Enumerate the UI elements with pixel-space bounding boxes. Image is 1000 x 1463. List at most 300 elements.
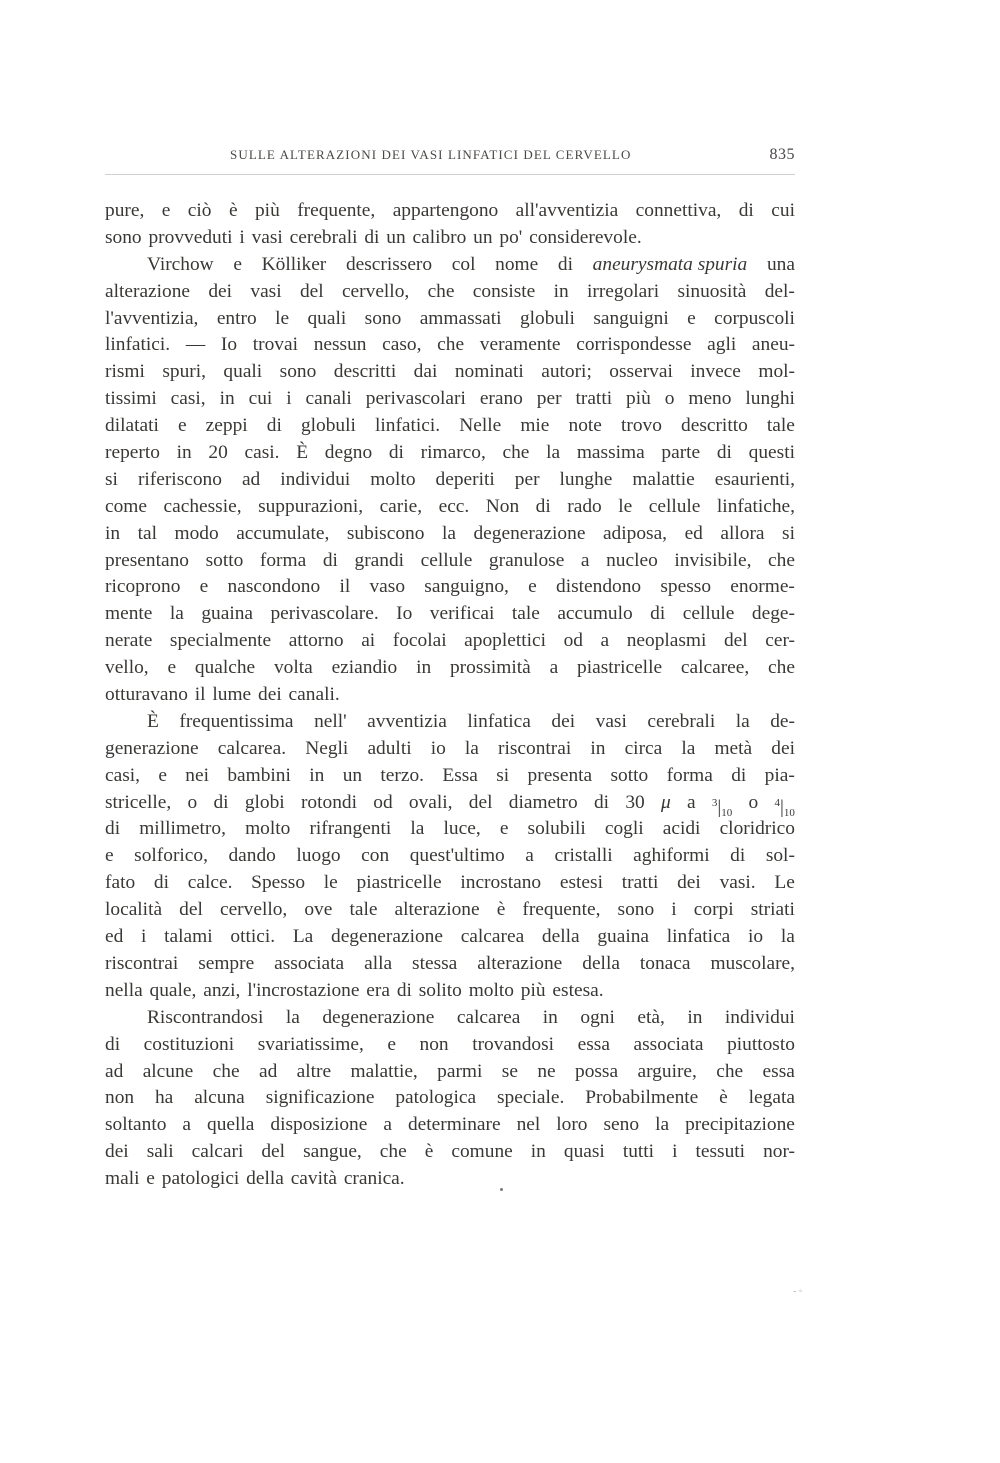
word: di xyxy=(105,1033,121,1055)
word: aneu- xyxy=(751,334,795,356)
mu-symbol: μ xyxy=(660,791,671,813)
word: reperto xyxy=(105,442,160,464)
text-line xyxy=(105,548,795,575)
word: più xyxy=(254,200,280,221)
text-line xyxy=(105,306,795,333)
word: sali xyxy=(146,1141,174,1163)
word: la xyxy=(655,1114,670,1136)
word: dilatati xyxy=(105,415,159,437)
word: del- xyxy=(764,280,795,302)
word: alterazione xyxy=(105,280,191,302)
word: ove xyxy=(304,899,333,921)
word: sinuosità xyxy=(677,280,747,302)
word: spesso xyxy=(660,576,712,598)
word: vasi xyxy=(595,710,627,732)
word: la xyxy=(464,737,479,759)
text-segment: a xyxy=(686,791,696,813)
word: un xyxy=(342,764,363,786)
text-line xyxy=(105,601,795,628)
word: piuttosto xyxy=(727,1033,795,1055)
word: tale xyxy=(766,415,795,437)
running-title: SULLE ALTERAZIONI DEI VASI LINFATICI DEL CERVELLO xyxy=(230,147,632,162)
word: l'avventizia, xyxy=(105,307,199,329)
word: 20 xyxy=(208,442,228,464)
word: del xyxy=(261,1141,286,1163)
word: tratti xyxy=(575,388,613,410)
word: ricoprono xyxy=(105,576,181,598)
word: di xyxy=(593,791,610,813)
word: individui xyxy=(724,1006,795,1028)
word: di xyxy=(213,791,229,813)
text-line xyxy=(105,574,795,601)
text-line xyxy=(105,1085,795,1112)
word: diametro xyxy=(508,791,578,813)
word: invisibile, xyxy=(674,549,752,571)
word: la xyxy=(681,737,696,759)
word: mie xyxy=(520,415,550,437)
word: calcari xyxy=(191,1141,244,1163)
word: del xyxy=(723,630,748,652)
word: veramente xyxy=(479,334,561,356)
word: Io xyxy=(220,334,238,356)
word: de- xyxy=(770,710,795,732)
word: trovo xyxy=(620,415,662,437)
word: od xyxy=(373,791,393,813)
word: di xyxy=(738,200,754,221)
word: acidi xyxy=(662,818,701,840)
word: malattie xyxy=(632,468,695,490)
word: e xyxy=(387,1033,396,1055)
fraction-three-tenths: $^3|_{10}$ xyxy=(711,796,733,819)
word: in xyxy=(553,280,569,302)
word: e xyxy=(161,200,171,221)
text-line xyxy=(105,655,795,682)
word: modo xyxy=(174,522,219,544)
word: ecc. xyxy=(438,495,470,517)
word: connettiva, xyxy=(635,200,722,221)
word: Kölliker xyxy=(261,253,327,275)
word: focolai xyxy=(392,630,447,652)
word: rismi xyxy=(105,361,145,383)
word: casi, xyxy=(105,764,140,786)
word: non xyxy=(419,1033,449,1055)
word: possa xyxy=(575,1060,619,1082)
word: in xyxy=(105,522,121,544)
word: il xyxy=(339,576,351,598)
word: essa xyxy=(577,1033,610,1055)
word: enorme- xyxy=(730,576,795,598)
word: si xyxy=(496,764,510,786)
word: ai xyxy=(361,630,376,652)
word: verificai xyxy=(429,603,495,625)
word: sangue, xyxy=(303,1141,362,1163)
word: guaina xyxy=(201,603,254,625)
word: ad xyxy=(241,468,261,490)
word: suppurazioni, xyxy=(258,495,364,517)
word: rotondi xyxy=(300,791,357,813)
word: nei xyxy=(185,764,209,786)
word: lunghi xyxy=(745,388,795,410)
word: vaso xyxy=(369,576,406,598)
word: cristalli xyxy=(554,845,613,867)
word: disposizione xyxy=(270,1114,368,1136)
word: calcarea xyxy=(460,926,525,948)
text-line xyxy=(105,440,795,467)
word: calcarea xyxy=(456,1006,521,1028)
word: linfatiche, xyxy=(716,495,795,517)
word: spuri, xyxy=(162,361,206,383)
header-rule xyxy=(105,174,795,175)
word: dei xyxy=(551,710,576,732)
word: quella xyxy=(207,1114,255,1136)
word: tissimi xyxy=(105,388,157,410)
word: e xyxy=(167,657,177,679)
word: specialmente xyxy=(169,630,272,652)
word: o xyxy=(664,388,675,410)
word: la xyxy=(780,926,795,948)
word: perivascolare. xyxy=(270,603,379,625)
word: dai xyxy=(413,361,438,383)
word: quasi xyxy=(563,1141,605,1163)
word: Le xyxy=(774,872,795,894)
word: irregolari xyxy=(587,280,660,302)
text-line xyxy=(105,1005,795,1032)
word: frequente, xyxy=(522,899,601,921)
word: forma xyxy=(666,764,713,786)
word: sono xyxy=(617,899,655,921)
word: in xyxy=(416,657,432,679)
word: frequente, xyxy=(297,200,376,221)
word: — xyxy=(185,334,206,356)
word: autori; xyxy=(541,361,592,383)
word: che xyxy=(716,1060,744,1082)
word: dei xyxy=(105,1141,129,1163)
word: calcaree, xyxy=(680,657,750,679)
word: speciale. xyxy=(497,1087,565,1109)
word: sono xyxy=(364,307,402,329)
text-line xyxy=(105,1059,795,1086)
word: Essa xyxy=(442,764,478,786)
word: che xyxy=(212,1060,240,1082)
text-line xyxy=(105,494,795,521)
word: globi xyxy=(244,791,285,813)
word: casi. xyxy=(244,442,280,464)
word: vasi. xyxy=(719,872,756,894)
word: accumulate, xyxy=(236,522,330,544)
word: i xyxy=(672,1141,678,1163)
word: la xyxy=(285,1006,300,1028)
text-line xyxy=(105,1032,795,1059)
word: descrissero xyxy=(345,253,433,275)
word: linfatici. xyxy=(374,415,441,437)
word: neoplasmi xyxy=(626,630,707,652)
word: ammassati xyxy=(419,307,502,329)
word: frequentissima xyxy=(179,710,294,732)
word: sol- xyxy=(765,845,795,867)
page-number: 835 xyxy=(769,146,795,163)
word: stessa xyxy=(412,952,458,974)
word: in xyxy=(590,737,606,759)
word: ad xyxy=(105,1060,124,1082)
word: tratti xyxy=(621,872,659,894)
word: per xyxy=(536,388,562,410)
text-line xyxy=(105,628,795,655)
word: i xyxy=(286,388,292,410)
word: nell' xyxy=(314,710,347,732)
word: quest'ultimo xyxy=(409,845,505,867)
word: nucleo xyxy=(606,549,658,571)
word: età, xyxy=(637,1006,665,1028)
word: mol- xyxy=(758,361,795,383)
word: sanguigni xyxy=(593,307,669,329)
word: si xyxy=(782,522,795,544)
word: Spesso xyxy=(251,872,306,894)
text-line xyxy=(105,709,795,736)
word: in xyxy=(219,388,235,410)
word: la xyxy=(546,442,561,464)
text-line xyxy=(105,1112,795,1139)
word: tale xyxy=(349,899,378,921)
word: col xyxy=(451,253,476,275)
word: quali xyxy=(307,307,347,329)
word: 30 xyxy=(625,791,645,813)
word: ciò xyxy=(187,200,212,221)
word: tessuti xyxy=(695,1141,746,1163)
text-line xyxy=(105,279,795,306)
word: appartengono xyxy=(392,200,499,221)
word: a xyxy=(383,1114,392,1136)
word: la xyxy=(735,710,750,732)
word: degenerazione xyxy=(331,926,443,948)
word: degenerazione xyxy=(322,1006,435,1028)
word: e xyxy=(177,415,187,437)
word: nessun xyxy=(313,334,367,356)
word: le xyxy=(323,872,338,894)
word: e xyxy=(105,845,114,867)
word: che xyxy=(379,1141,407,1163)
word: grandi xyxy=(354,549,405,571)
word: la xyxy=(410,818,425,840)
word: adiposa, xyxy=(602,522,668,544)
word: ne xyxy=(537,1060,556,1082)
word: alla xyxy=(364,952,393,974)
word: sono xyxy=(279,361,317,383)
word: qualche xyxy=(194,657,256,679)
word: lunghe xyxy=(559,468,613,490)
word: solforico, xyxy=(134,845,208,867)
word: e xyxy=(158,764,167,786)
word: prossimità xyxy=(449,657,531,679)
word: tal xyxy=(137,522,157,544)
word: io xyxy=(430,737,446,759)
word: striati xyxy=(750,899,795,921)
word: di xyxy=(535,495,551,517)
word: di xyxy=(557,253,573,275)
word: e xyxy=(233,253,242,275)
word: e xyxy=(499,818,509,840)
text-line: otturavano il lume dei canali. xyxy=(105,684,340,706)
word: tonaca xyxy=(639,952,691,974)
word: ed xyxy=(684,522,703,544)
text-line xyxy=(105,413,795,440)
word: e xyxy=(687,307,696,329)
word: è xyxy=(719,1087,728,1109)
word: cui xyxy=(771,200,795,221)
word: malattie, xyxy=(350,1060,418,1082)
word: millimetro, xyxy=(139,818,226,840)
word: nascondono xyxy=(227,576,321,598)
word: in xyxy=(309,764,325,786)
word: ovali, xyxy=(408,791,453,813)
word: esaurienti, xyxy=(714,468,795,490)
word: cellule xyxy=(682,603,735,625)
word: bambini xyxy=(227,764,291,786)
word: che xyxy=(502,442,530,464)
word: canali xyxy=(305,388,352,410)
word: distendono xyxy=(556,576,642,598)
word: nor- xyxy=(763,1141,795,1163)
word: solubili xyxy=(527,818,586,840)
word: apoplettici xyxy=(464,630,547,652)
word: di xyxy=(650,603,666,625)
text-line-with-italic xyxy=(105,252,795,279)
word: questi xyxy=(748,442,795,464)
text-line xyxy=(105,736,795,763)
word: alcuna xyxy=(194,1087,245,1109)
word: loro xyxy=(556,1114,588,1136)
text-line: sono provveduti i vasi cerebrali di un calibro un po' considerevole. xyxy=(105,226,642,248)
word: vasi xyxy=(250,280,282,302)
word: del xyxy=(179,899,203,921)
word: caso, xyxy=(382,334,422,356)
word: essa xyxy=(762,1060,795,1082)
word: e xyxy=(199,576,209,598)
word: all'avventizia xyxy=(515,200,619,221)
body-text xyxy=(105,198,795,1193)
text-line: nella quale, anzi, l'incrostazione era di solito molto più estesa. xyxy=(105,979,604,1001)
word: fato xyxy=(105,872,136,894)
word: se xyxy=(501,1060,518,1082)
text-line xyxy=(105,359,795,386)
word: linfatica xyxy=(467,710,531,732)
word: rimarco, xyxy=(420,442,486,464)
word: a xyxy=(549,657,559,679)
word: ottici. xyxy=(230,926,276,948)
word: cerebrali xyxy=(647,710,716,732)
text-line-with-fractions xyxy=(105,790,795,817)
text-line xyxy=(105,951,795,978)
word: descritto xyxy=(681,415,748,437)
fraction-four-tenths: $^4|_{10}$ xyxy=(774,796,795,819)
word: di xyxy=(388,442,404,464)
word: volta xyxy=(273,657,313,679)
text-line xyxy=(105,897,795,924)
word: i xyxy=(671,899,677,921)
word: metà xyxy=(714,737,753,759)
word: ed xyxy=(105,926,124,948)
word: e xyxy=(528,576,537,598)
word: trovai xyxy=(252,334,298,356)
text-line: mali e patologici della cavità cranica. xyxy=(105,1168,405,1190)
word: in xyxy=(687,1006,703,1028)
word: ad xyxy=(258,1060,278,1082)
running-header xyxy=(105,147,795,171)
word: cachessie, xyxy=(163,495,242,517)
word: non xyxy=(105,1087,135,1109)
word: i xyxy=(141,926,147,948)
word: od xyxy=(563,630,583,652)
word: costituzioni xyxy=(143,1033,235,1055)
word: perivascolari xyxy=(365,388,466,410)
word: riferiscono xyxy=(137,468,222,490)
word: pure, xyxy=(105,200,145,221)
word: osservai xyxy=(609,361,673,383)
word: Virchow xyxy=(147,253,214,275)
word: corpuscoli xyxy=(714,307,795,329)
word: svariatissime, xyxy=(257,1033,364,1055)
word: precipitazione xyxy=(685,1114,795,1136)
text-line xyxy=(105,763,795,790)
text-line xyxy=(105,521,795,548)
word: zeppi xyxy=(205,415,248,437)
word: piastricelle xyxy=(577,657,663,679)
word: cellule xyxy=(420,549,473,571)
word: stricelle, xyxy=(105,791,172,813)
word: legata xyxy=(748,1087,795,1109)
word: presenta xyxy=(527,764,593,786)
word: sotto xyxy=(205,549,244,571)
word: Non xyxy=(485,495,520,517)
word: di xyxy=(730,845,746,867)
word: alterazione xyxy=(477,952,563,974)
word: della xyxy=(541,926,580,948)
word: cellule xyxy=(648,495,701,517)
word: nel xyxy=(516,1114,541,1136)
word: cervello, xyxy=(219,899,288,921)
word: riscontrai xyxy=(105,952,179,974)
word: generazione xyxy=(105,737,199,759)
word: sanguigno, xyxy=(424,576,509,598)
word: corrispondesse xyxy=(576,334,692,356)
word: di xyxy=(322,549,338,571)
word: del xyxy=(468,791,493,813)
word: della xyxy=(582,952,620,974)
stray-dot-mark xyxy=(500,1188,503,1191)
word: alterazione xyxy=(394,899,480,921)
word: a xyxy=(600,630,610,652)
word: globuli xyxy=(519,307,575,329)
word: casi, xyxy=(170,388,206,410)
word: molto xyxy=(245,818,291,840)
word: forma xyxy=(259,549,307,571)
text-line xyxy=(105,386,795,413)
word: di xyxy=(266,415,282,437)
word: descritti xyxy=(333,361,397,383)
word: cer- xyxy=(765,630,795,652)
word: altre xyxy=(296,1060,332,1082)
text-segment: o xyxy=(748,791,759,813)
word: dando xyxy=(228,845,276,867)
word: è xyxy=(496,899,506,921)
word: vello, xyxy=(105,657,149,679)
word: rifrangenti xyxy=(309,818,392,840)
word: estesi xyxy=(559,872,603,894)
text-line xyxy=(105,843,795,870)
word: associata xyxy=(274,952,345,974)
word: o xyxy=(187,791,198,813)
word: che xyxy=(768,549,795,571)
text-line xyxy=(105,1139,795,1166)
